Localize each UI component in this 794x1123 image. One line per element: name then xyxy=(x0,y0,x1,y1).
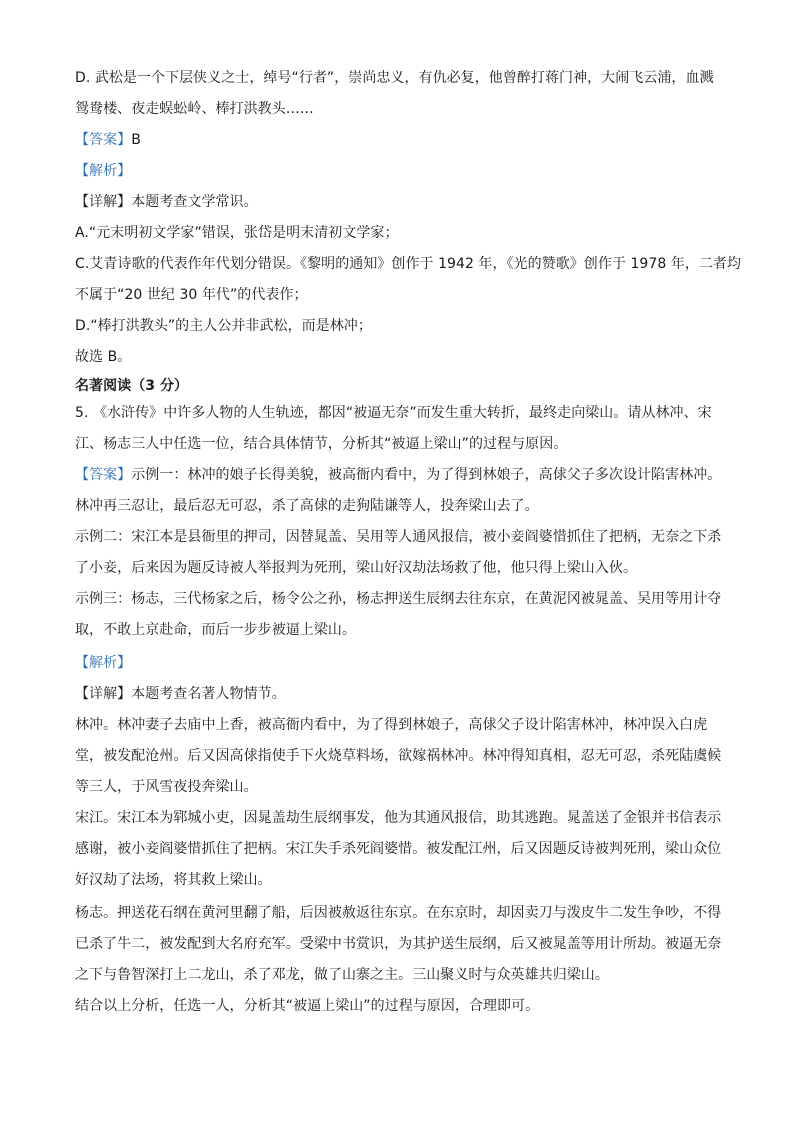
q4-option-a-explanation: A.“元末明初文学家”错误，张岱是明末清初文学家； xyxy=(75,225,399,241)
q5-lin-chong-line-2: 堂，被发配沧州。后又因高俅指使手下火烧草料场，欲嫁祸林冲。林冲得知真相，忍无可忍，杀死陆虞候 xyxy=(75,748,722,764)
q5-prompt-line-1: 5. 《水浒传》中许多人物的人生轨迹，都因“被逼无奈”而发生重大转折，最终走向梁山。请从林冲、宋 xyxy=(75,405,712,421)
q5-example-3-line-2: 取，不敢上京赴命，而后一步步被逼上梁山。 xyxy=(75,622,356,638)
detail-text: 本题考查文学常识。 xyxy=(131,194,258,210)
detail-tag: 【详解】 xyxy=(75,686,132,702)
q4-option-c-explanation-1: C.艾青诗歌的代表作年代划分错误。《黎明的通知》创作于 1942 年，《光的赞歌》创作于 1978 年，二者均 xyxy=(75,256,742,272)
q5-yang-zhi-line-1: 杨志。押送花石纲在黄河里翻了船，后因被赦返往东京。在东京时，却因卖刀与泼皮牛二发生争吵，不得 xyxy=(75,905,722,921)
q5-detail xyxy=(75,685,735,703)
q4-option-d-explanation: D.“棒打洪教头”的主人公并非武松，而是林冲； xyxy=(75,318,372,334)
example-1-text: 示例一：林冲的娘子长得美貌，被高衙内看中，为了得到林娘子，高俅父子多次设计陷害林冲。 xyxy=(131,467,722,483)
q5-example-3-line-1: 示例三：杨志，三代杨家之后，杨令公之孙，杨志押送生辰纲去往东京，在黄泥冈被晁盖、吴用等用计夺 xyxy=(75,591,722,607)
option-d-line-1: D. 武松是一个下层侠义之士，绰号“行者”，崇尚忠义，有仇必复，他曾醉打蒋门神，大闹飞云浦，血溅 xyxy=(75,70,714,86)
q5-song-jiang-line-3: 好汉劫了法场，将其救上梁山。 xyxy=(75,872,272,888)
q5-song-jiang-line-1: 宋江。宋江本为郓城小吏，因晁盖劫生辰纲事发，他为其通风报信，助其逃跑。晁盖送了金银并书信表示 xyxy=(75,810,722,826)
q4-analysis-tag xyxy=(75,162,735,180)
detail-text: 本题考查名著人物情节。 xyxy=(131,686,286,702)
detail-tag: 【详解】 xyxy=(75,194,132,210)
q5-song-jiang-line-2: 感谢，被小妾阎婆惜抓住了把柄。宋江失手杀死阎婆惜。被发配江州，后又因题反诗被判死刑，梁山众位 xyxy=(75,841,722,857)
q5-lin-chong-line-1: 林冲。林冲妻子去庙中上香，被高衙内看中，为了得到林娘子，高俅父子设计陷害林冲，林冲误入白虎 xyxy=(75,717,708,733)
q5-example-1-line-2: 林冲再三忍让，最后忍无可忍，杀了高俅的走狗陆谦等人，投奔梁山去了。 xyxy=(75,498,539,514)
q5-example-2-line-1: 示例二：宋江本是县衙里的押司，因替晁盖、吴用等人通风报信，被小妾阎婆惜抓住了把柄，无奈之下杀 xyxy=(75,529,722,545)
q5-yang-zhi-line-3: 之下与鲁智深打上二龙山，杀了邓龙，做了山寨之主。三山聚义时与众英雄共归梁山。 xyxy=(75,967,609,983)
q5-lin-chong-line-3: 等三人，于风雪夜投奔梁山。 xyxy=(75,779,258,795)
q4-answer xyxy=(75,131,735,149)
q5-yang-zhi-line-2: 已杀了牛二，被发配到大名府充军。受梁中书赏识，为其护送生辰纲，后又被晁盖等用计所劫。被逼无奈 xyxy=(75,936,722,952)
q4-conclusion: 故选 B。 xyxy=(75,349,132,365)
option-d-line-2: 鸳鸯楼、夜走蜈蚣岭、棒打洪教头…… xyxy=(75,101,314,117)
q4-detail xyxy=(75,193,735,211)
answer-tag: 【答案】 xyxy=(75,467,132,483)
q4-option-c-explanation-2: 不属于“20 世纪 30 年代”的代表作； xyxy=(75,287,308,303)
q5-prompt-line-2: 江、杨志三人中任选一位，结合具体情节，分析其“被逼上梁山”的过程与原因。 xyxy=(75,436,568,452)
analysis-tag: 【解析】 xyxy=(75,655,132,671)
q5-analysis-tag xyxy=(75,654,735,672)
section-heading: 名著阅读（3 分） xyxy=(75,378,189,394)
answer-tag: 【答案】 xyxy=(75,132,132,148)
answer-value: B xyxy=(131,132,141,148)
q5-example-2-line-2: 了小妾，后来因为题反诗被人举报判为死刑，梁山好汉劫法场救了他，他只得上梁山入伙。 xyxy=(75,560,637,576)
q5-example-1-line-1 xyxy=(75,466,735,484)
q5-summary: 结合以上分析，任选一人，分析其“被逼上梁山”的过程与原因，合理即可。 xyxy=(75,998,540,1014)
analysis-tag: 【解析】 xyxy=(75,163,132,179)
